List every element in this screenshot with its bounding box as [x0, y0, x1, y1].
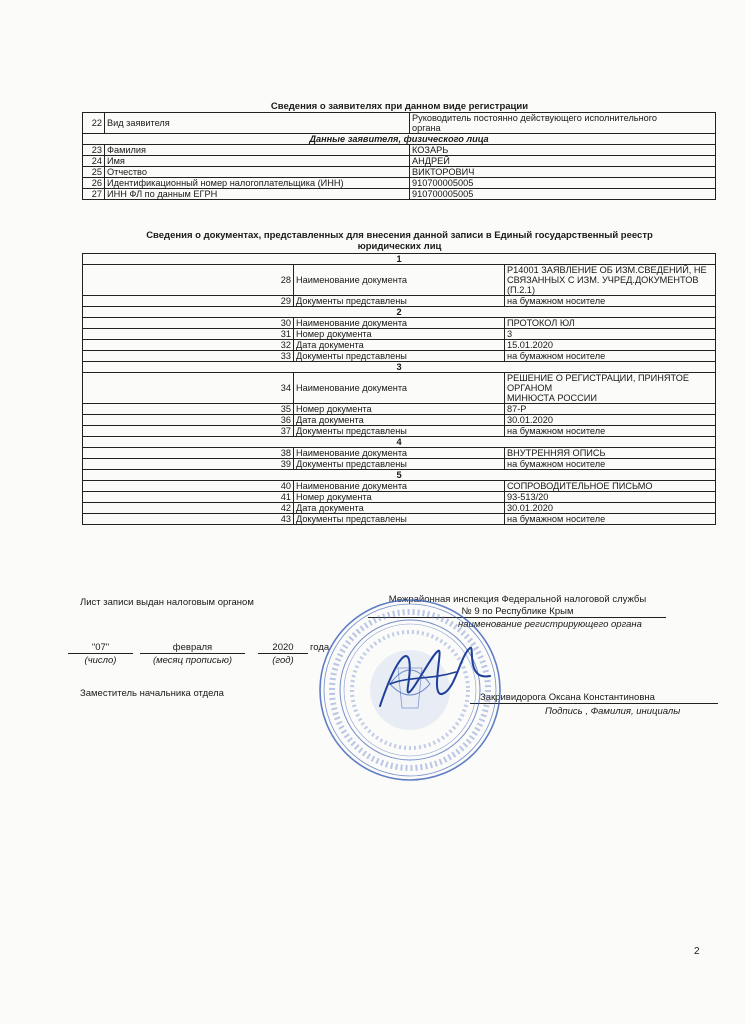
- row-label: Наименование документа: [294, 318, 505, 329]
- documents-table: [82, 253, 716, 525]
- row-number: 25: [83, 167, 105, 178]
- row-label: Дата документа: [294, 340, 505, 351]
- section-documents-title-line1: Сведения о документах, представленных для внесения данной записи в Единый государственный реестр: [146, 230, 653, 241]
- date-day-caption: (число): [84, 655, 117, 666]
- row-number: 27: [83, 189, 105, 200]
- row-label: Документы представлены: [294, 296, 505, 307]
- row-label: Отчество: [105, 167, 410, 178]
- table-row: [83, 296, 716, 307]
- row-value-line: 87-Р: [507, 404, 527, 414]
- row-value-line: на бумажном носителе: [507, 296, 606, 306]
- row-value: [505, 318, 716, 329]
- row-number: 38: [83, 448, 294, 459]
- document-group-number: 1: [83, 254, 716, 265]
- row-value: [505, 415, 716, 426]
- row-value: [505, 340, 716, 351]
- table-row: [83, 492, 716, 503]
- date-year-underline: [258, 653, 308, 654]
- row-value-line: 30.01.2020: [507, 503, 553, 513]
- table-row: [83, 178, 716, 189]
- row-value: [505, 426, 716, 437]
- document-group-header: [83, 437, 716, 448]
- row-label: Идентификационный номер налогоплательщика (ИНН): [105, 178, 410, 189]
- table-row: [83, 340, 716, 351]
- row-value-line: 93-513/20: [507, 492, 549, 502]
- row-value: [505, 329, 716, 340]
- signer-caption: Подпись , Фамилия, инициалы: [545, 706, 681, 717]
- document-group-number: 5: [83, 470, 716, 481]
- section-applicants-title: Сведения о заявителях при данном виде регистрации: [270, 101, 529, 112]
- row-number: 30: [83, 318, 294, 329]
- table-row: [83, 373, 716, 404]
- row-label: Фамилия: [105, 145, 410, 156]
- document-group-header: [83, 307, 716, 318]
- table-row: [83, 514, 716, 525]
- page-number: 2: [694, 946, 700, 957]
- table-row: [83, 404, 716, 415]
- authority-line1: Межрайонная инспекция Федеральной налоговой службы: [388, 594, 647, 605]
- row-value-line: 30.01.2020: [507, 415, 553, 425]
- row-number: 39: [83, 459, 294, 470]
- table-row: [83, 351, 716, 362]
- table-row: [83, 329, 716, 340]
- row-value: [505, 351, 716, 362]
- table-row: [83, 145, 716, 156]
- row-value-line: ПРОТОКОЛ ЮЛ: [507, 318, 575, 328]
- row-label: Номер документа: [294, 329, 505, 340]
- row-number: 36: [83, 415, 294, 426]
- document-group-number: 4: [83, 437, 716, 448]
- subheader-label: Данные заявителя, физического лица: [83, 134, 716, 145]
- row-label: Наименование документа: [294, 373, 505, 404]
- row-number: 28: [83, 265, 294, 296]
- row-value: [505, 448, 716, 459]
- table-row: [83, 167, 716, 178]
- row-value-line: 3: [507, 329, 513, 339]
- row-number: 37: [83, 426, 294, 437]
- date-day: "07": [91, 642, 110, 653]
- table-row: [83, 481, 716, 492]
- row-value-line: МИНЮСТА РОССИИ: [507, 393, 597, 403]
- table-subheader: [83, 134, 716, 145]
- row-value-line: на бумажном носителе: [507, 514, 606, 524]
- row-value-line: на бумажном носителе: [507, 459, 606, 469]
- row-label: Наименование документа: [294, 481, 505, 492]
- row-value-line: СВЯЗАННЫХ С ИЗМ. УЧРЕД.ДОКУМЕНТОВ (П.2.1): [507, 275, 699, 295]
- table-row: [83, 459, 716, 470]
- row-number: 32: [83, 340, 294, 351]
- document-group-number: 2: [83, 307, 716, 318]
- row-number: 35: [83, 404, 294, 415]
- row-value: [505, 373, 716, 404]
- row-value-line: Р14001 ЗАЯВЛЕНИЕ ОБ ИЗМ.СВЕДЕНИЙ, НЕ: [507, 265, 707, 275]
- document-group-header: [83, 254, 716, 265]
- row-value: [505, 503, 716, 514]
- row-number: 23: [83, 145, 105, 156]
- row-label: Наименование документа: [294, 448, 505, 459]
- row-label: Документы представлены: [294, 426, 505, 437]
- row-label: ИНН ФЛ по данным ЕГРН: [105, 189, 410, 200]
- date-month: февраля: [172, 642, 213, 653]
- row-number: 40: [83, 481, 294, 492]
- row-number: 42: [83, 503, 294, 514]
- row-number: 41: [83, 492, 294, 503]
- table-row: [83, 448, 716, 459]
- row-number: 31: [83, 329, 294, 340]
- authority-caption: наименование регистрирующего органа: [458, 619, 642, 630]
- row-label: Документы представлены: [294, 514, 505, 525]
- table-row: [83, 415, 716, 426]
- row-label: Документы представлены: [294, 459, 505, 470]
- row-value-line: ВНУТРЕННЯЯ ОПИСЬ: [507, 448, 606, 458]
- date-month-underline: [140, 653, 245, 654]
- document-group-number: 3: [83, 362, 716, 373]
- row-value-line: СОПРОВОДИТЕЛЬНОЕ ПИСЬМО: [507, 481, 653, 491]
- table-row: [83, 265, 716, 296]
- row-value: [505, 296, 716, 307]
- row-label: Имя: [105, 156, 410, 167]
- signer-name: Закривидорога Оксана Константиновна: [480, 692, 655, 703]
- date-day-underline: [68, 653, 133, 654]
- document-group-header: [83, 470, 716, 481]
- row-value: [505, 481, 716, 492]
- section-documents-title: [82, 230, 717, 252]
- row-value: ВИКТОРОВИЧ: [410, 167, 716, 178]
- row-number: 29: [83, 296, 294, 307]
- row-value: [505, 514, 716, 525]
- row-value: [505, 492, 716, 503]
- issued-by-label: Лист записи выдан налоговым органом: [80, 597, 254, 608]
- row-value: АНДРЕЙ: [410, 156, 716, 167]
- date-year: 2020: [272, 642, 294, 653]
- row-value: [505, 459, 716, 470]
- row-number: 43: [83, 514, 294, 525]
- table-row: [83, 426, 716, 437]
- row-number: 24: [83, 156, 105, 167]
- handwritten-signature: [360, 636, 510, 716]
- row-label: Наименование документа: [294, 265, 505, 296]
- row-value-line: РЕШЕНИЕ О РЕГИСТРАЦИИ, ПРИНЯТОЕ ОРГАНОМ: [507, 373, 690, 393]
- row-value: [505, 404, 716, 415]
- date-year-caption: (год): [272, 655, 294, 666]
- section-documents-title-line2: юридических лиц: [357, 241, 442, 252]
- row-number: 34: [83, 373, 294, 404]
- row-label: Дата документа: [294, 415, 505, 426]
- row-label: Дата документа: [294, 503, 505, 514]
- table-row: [83, 318, 716, 329]
- row-value: 910700005005: [410, 189, 716, 200]
- row-number: 26: [83, 178, 105, 189]
- row-number: 22: [83, 113, 105, 134]
- row-value: КОЗАРЬ: [410, 145, 716, 156]
- date-year-suffix: года: [310, 642, 330, 653]
- row-value: Руководитель постоянно действующего исполнительного органа: [410, 113, 716, 134]
- row-value-line: 15.01.2020: [507, 340, 553, 350]
- row-label: Номер документа: [294, 404, 505, 415]
- authority-line2: № 9 по Республике Крым: [461, 606, 574, 617]
- table-row: [83, 503, 716, 514]
- row-value: [505, 265, 716, 296]
- document-group-header: [83, 362, 716, 373]
- row-number: 33: [83, 351, 294, 362]
- date-month-caption: (месяц прописью): [152, 655, 233, 666]
- table-row: [83, 113, 716, 134]
- row-label: Документы представлены: [294, 351, 505, 362]
- row-value: 910700005005: [410, 178, 716, 189]
- row-label: Вид заявителя: [105, 113, 410, 134]
- applicants-table: [82, 112, 716, 200]
- position-label: Заместитель начальника отдела: [80, 688, 224, 699]
- row-value-line: на бумажном носителе: [507, 426, 606, 436]
- row-value-line: на бумажном носителе: [507, 351, 606, 361]
- row-label: Номер документа: [294, 492, 505, 503]
- table-row: [83, 189, 716, 200]
- table-row: [83, 156, 716, 167]
